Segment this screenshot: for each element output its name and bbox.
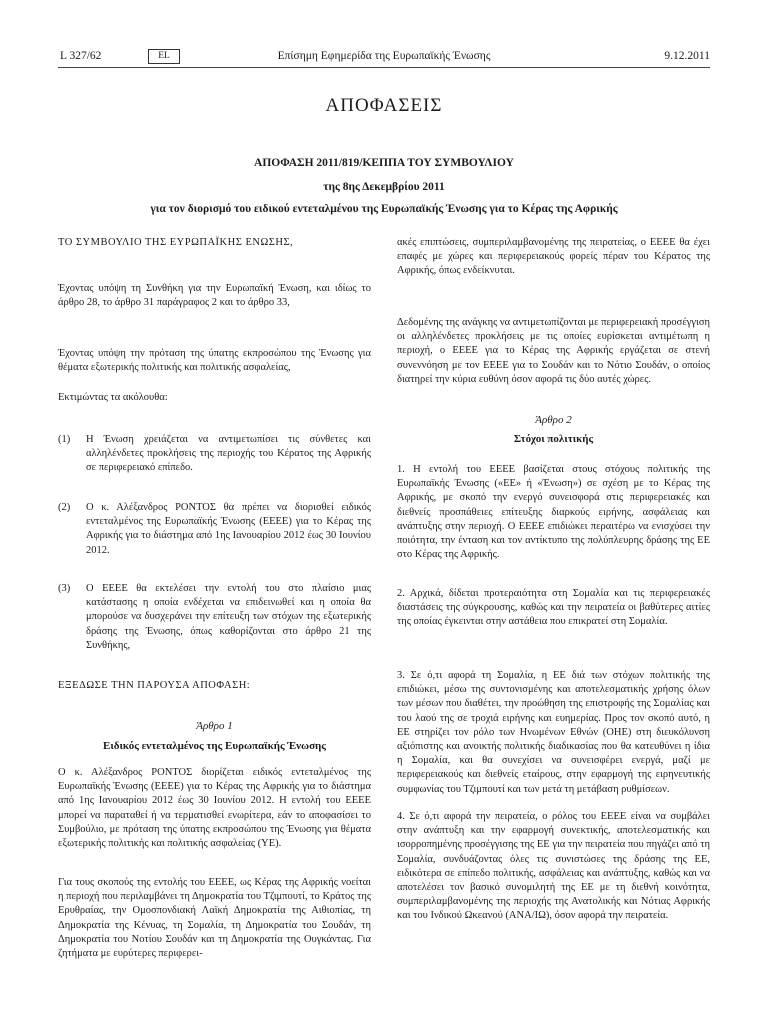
recital-proposal: Έχοντας υπόψη την πρόταση της ύπατης εκπροσώπου της Ένωσης για θέματα εξωτερικής πολιτικής και πολιτικής ασφαλείας, (58, 348, 371, 374)
recital-treaty: Έχοντας υπόψη τη Συνθήκη για την Ευρωπαϊκή Ένωση, και ιδίως το άρθρο 28, το άρθρο 31 παράγραφος 2 και το άρθρο 33, (58, 283, 371, 309)
article2-paragraph4: 4. Σε ό,τι αφορά την πειρατεία, ο ρόλος του ΕΕΕΕ είναι να συμβάλει στην ανάπτυξη και την εφαρμογή συνεκτικής, αποτελεσματικής και ισορροπημένης προσέγγισης της ΕΕ για την πειρατεία που πηγάζει από τη Σομαλία, συνδυάζοντας όλες τις συνιστώσες της δράσης της ΕΕ, ειδικότερα σε επίπεδο πολιτικής, ασφάλειας και ανάπτυξης, καθώς και να αποτελέσει τον βασικό συνομιλητή της ΕΕ με τη διεθνή κοινότητα, συμπεριλαμβανομένης της περιοχής της Ανατολικής και Νότιας Αφρικής και του Ινδικού Ωκεανού (ΑΝΑ/ΙΩ), όσον αφορά την πειρατεία. (397, 811, 710, 922)
article1-paragraph1: Ο κ. Αλέξανδρος ΡΟΝΤΟΣ διορίζεται ειδικός εντεταλμένος της Ευρωπαϊκής Ένωσης (ΕΕΕΕ) για το Κέρας της Αφρικής για το διάστημα από 1ης Ιανουαρίου 2012 έως 30 Ιουνίου 2012. Η εντολή του ΕΕΕΕ μπορεί να παραταθεί ή να τερματισθεί ενωρίτερα, εάν το αποφασίσει το Συμβούλιο, με πρόταση της ύπατης εκπροσώπου της Ένωσης για θέματα εξωτερικής πολιτικής και πολιτικής ασφαλείας (ΥΕ). (58, 767, 371, 850)
header-rule (58, 67, 710, 68)
council-line: ΤΟ ΣΥΜΒΟΥΛΙΟ ΤΗΣ ΕΥΡΩΠΑΪΚΗΣ ΕΝΩΣΗΣ, (58, 237, 294, 248)
recital-3 (58, 582, 371, 654)
journal-title: Επίσημη Εφημερίδα της Ευρωπαϊκής Ένωσης (277, 50, 491, 62)
decision-title: ΑΠΟΦΑΣΗ 2011/819/ΚΕΠΠΑ ΤΟΥ ΣΥΜΒΟΥΛΙΟΥ (254, 157, 514, 169)
recital-1 (58, 433, 371, 477)
left-column (58, 236, 371, 976)
language-badge: EL (148, 49, 180, 64)
article2-paragraph1: 1. Η εντολή του ΕΕΕΕ βασίζεται στους στόχους πολιτικής της Ευρωπαϊκής Ένωσης («ΕΕ» ή «Ένωση») σε σχέση με το Κέρας της Αφρικής, με σκοπό την ενεργό συνεισφορά στις περιφερειακές και διεθνείς προσπάθειες επίτευξης διαρκούς ειρήνης, ασφάλειας και ανάπτυξης στην περιοχή. Ο ΕΕΕΕ επιδιώκει περαιτέρω να ενισχύσει την ποιότητα, την ένταση και τον αντίκτυπο της πολύπλευρης δράσης της ΕΕ στο Κέρας της Αφρικής. (397, 464, 710, 561)
article2-paragraph3: 3. Σε ό,τι αφορά τη Σομαλία, η ΕΕ διά των στόχων πολιτικής της επιδιώκει, μέσω της συντονισμένης και αποτελεσματικής χρήσης όλων των μέσων που διαθέτει, την προώθηση της επιστροφής της Σομαλίας και του λαού της σε τροχιά ειρήνης και ευημερίας. Προς τον σκοπό αυτό, η ΕΕ στηρίζει τον ρόλο των Ηνωμένων Εθνών (ΟΗΕ) στη διευκόλυνση αξιόπιστης και ανοικτής πολιτικής διαδικασίας που θα κατευθύνει η ίδια η Σομαλία, και θα συνεχίσει να συνεισφέρει ενεργά, μαζί με περιφερειακούς και διεθνείς εταίρους, στην εφαρμογή της ειρηνευτικής συμφωνίας του Τζιμπουτί και των μετά τη μετάβαση ρυθμίσεων. (397, 670, 710, 795)
issue-date: 9.12.2011 (664, 50, 710, 62)
recital-text: Η Ένωση χρειάζεται να αντιμετωπίσει τις σύνθετες και αλληλένδετες προκλήσεις της περιοχής του Κέρατος της Αφρικής σε περιφερειακό επίπεδο. (86, 434, 371, 474)
section-title: ΑΠΟΦΑΣΕΙΣ (325, 95, 443, 116)
right-column (397, 236, 710, 976)
given-paragraph: Δεδομένης της ανάγκης να αντιμετωπίζονται με περιφερειακή προσέγγιση οι αλληλένδετες προκλήσεις με τις οποίες ευρίσκεται αντιμέτωπη η περιοχή, ο ΕΕΕΕ για το Κέρας της Αφρικής εργάζεται σε στενή συνεννόηση με τον ΕΕΕΕ για το Σουδάν και το Νότιο Σουδάν, ο οποίος διατηρεί την κύρια ευθύνη όσον αφορά τις δύο αυτές χώρες. (397, 317, 710, 385)
decision-date: της 8ης Δεκεμβρίου 2011 (323, 181, 445, 193)
recital-number: (3) (58, 583, 71, 594)
recital-number: (2) (58, 502, 71, 513)
decision-subject: για τον διορισμό του ειδικού εντεταλμένου της Ευρωπαϊκής Ένωσης για το Κέρας της Αφρικής (150, 203, 618, 215)
article1-label: Άρθρο 1 (196, 720, 233, 732)
recital-text: Ο κ. Αλέξανδρος ΡΟΝΤΟΣ θα πρέπει να διορισθεί ειδικός εντεταλμένος της Ευρωπαϊκής Ένωσης (ΕΕΕΕ) για το Κέρας της Αφρικής για το διάστημα από 1ης Ιανουαρίου 2012 έως 30 Ιουνίου 2012. (86, 502, 371, 556)
article2-paragraph2: 2. Αρχικά, δίδεται προτεραιότητα στη Σομαλία και τις περιφερειακές διαστάσεις της σύγκρουσης, καθώς και την πειρατεία οι βαθύτερες αιτίες της οποίας έγκεινται στην αστάθεια που επικρατεί στη Σομαλία. (397, 588, 710, 628)
adopted-line: ΕΞΕΔΩΣΕ ΤΗΝ ΠΑΡΟΥΣΑ ΑΠΟΦΑΣΗ: (58, 680, 251, 691)
continued-paragraph: ακές επιπτώσεις, συμπεριλαμβανομένης της πειρατείας, ο ΕΕΕΕ θα έχει επαφές με χώρες και περιφερειακούς φορείς πέραν του Κέρατος της Αφρικής, όπως ενδείκνυται. (397, 237, 710, 277)
whereas-line: Εκτιμώντας τα ακόλουθα: (58, 392, 168, 403)
page-header (0, 46, 768, 66)
article1-heading: Ειδικός εντεταλμένος της Ευρωπαϊκής Ένωσης (103, 740, 326, 752)
recital-number: (1) (58, 434, 71, 445)
issue-number: L 327/62 (60, 50, 102, 62)
recital-2 (58, 501, 371, 559)
recital-text: Ο ΕΕΕΕ θα εκτελέσει την εντολή του στο πλαίσιο μιας κατάστασης η οποία ενδέχεται να επιδεινωθεί και η οποία θα μπορούσε να δυσχεράνει την επίτευξη των στόχων της εξωτερικής δράσης της Ένωσης, όπως καθορίζονται στο άρθρο 21 της Συνθήκης, (86, 583, 371, 651)
article1-paragraph2: Για τους σκοπούς της εντολής του ΕΕΕΕ, ως Κέρας της Αφρικής νοείται η περιοχή που περιλαμβάνει τη Δημοκρατία του Τζιμπουτί, το Κράτος της Ερυθραίας, την Ομοσπονδιακή Λαϊκή Δημοκρατία της Αιθιοπίας, τη Δημοκρατία της Κένυας, τη Σομαλία, τη Δημοκρατία του Σουδάν, τη Δημοκρατία του Νοτίου Σουδάν και τη Δημοκρατία της Ουγκάντας. Για ζητήματα με ευρύτερες περιφερει- (58, 877, 371, 960)
article2-heading: Στόχοι πολιτικής (513, 433, 594, 445)
article2-label: Άρθρο 2 (535, 414, 572, 426)
